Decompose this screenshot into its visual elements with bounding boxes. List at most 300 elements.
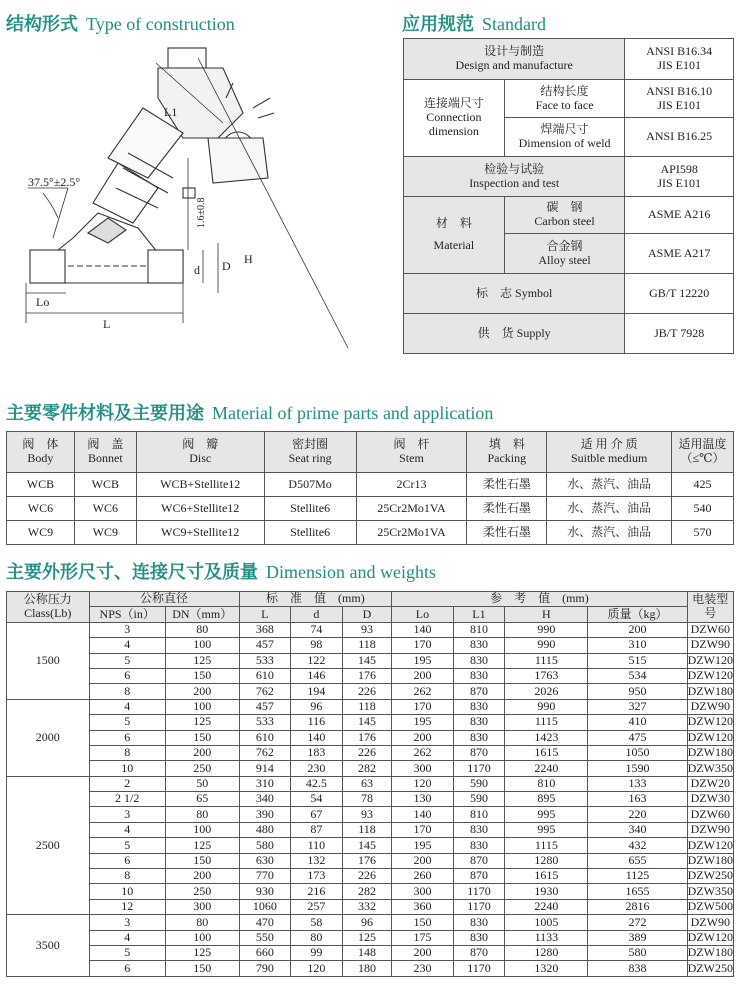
std-carbon-value: ASME A216 <box>625 197 734 234</box>
angle-label: 37.5°±2.5° <box>28 175 81 189</box>
dimension-cell: 194 <box>291 684 343 699</box>
dimension-row <box>7 638 734 653</box>
dimension-cell: 389 <box>588 930 687 945</box>
dimension-cell: 148 <box>342 945 392 960</box>
dimension-heading <box>6 558 436 584</box>
dimension-cell: 300 <box>165 899 239 914</box>
standard-table <box>403 38 734 354</box>
dimension-cell: 1115 <box>505 653 588 668</box>
std-connection-cn: 连接端尺寸 <box>423 96 484 111</box>
dimension-class-cell: 1500 <box>7 622 90 699</box>
dimension-cell: 1050 <box>588 745 687 760</box>
std-row-carbon <box>404 197 734 234</box>
dimension-cell: 895 <box>505 792 588 807</box>
std-material-en: Material <box>433 238 475 252</box>
dimension-cell: 1655 <box>588 884 687 899</box>
dimension-cell: 200 <box>392 853 453 868</box>
std-design-cn: 设计与制造 <box>484 44 545 59</box>
dim-model-header: 电装型号 <box>687 592 733 623</box>
dimension-cell: 830 <box>453 699 505 714</box>
dimension-cell: 282 <box>342 884 392 899</box>
material-table <box>6 431 734 545</box>
std-weld-label <box>504 118 625 157</box>
dimension-cell: 930 <box>239 884 291 899</box>
dim-dn-header: DN（mm） <box>165 607 239 622</box>
dimension-cell: 870 <box>453 869 505 884</box>
dimension-cell: 660 <box>239 945 291 960</box>
d-label: d <box>194 263 200 277</box>
dimension-cell: DZW350 <box>687 883 733 898</box>
dimension-cell: 96 <box>342 915 392 930</box>
dimension-cell: 120 <box>291 961 343 976</box>
dimension-cell: 230 <box>392 961 453 976</box>
material-cell: WCB <box>74 473 136 497</box>
dimension-cell: 163 <box>588 792 687 807</box>
dimension-cell: 5 <box>89 945 165 960</box>
dim-nps-header: NPS（in） <box>89 607 165 622</box>
material-row <box>7 497 734 521</box>
dimension-row <box>7 915 734 930</box>
dimension-cell: 838 <box>588 961 687 976</box>
material-row <box>7 473 734 497</box>
material-header-cn: 适 用 介 质 <box>580 437 638 452</box>
dimension-cell: 200 <box>392 730 453 745</box>
gap-label: 1.6±0.8 <box>196 197 207 228</box>
material-header-cn: 密封圈 <box>292 437 329 452</box>
dimension-cell: 470 <box>239 915 291 930</box>
std-alloy-label <box>504 234 625 274</box>
dimension-cell: 125 <box>165 945 239 960</box>
dimension-cell: 63 <box>342 776 392 791</box>
dimension-cell: DZW250 <box>687 960 733 975</box>
dimension-cell: 150 <box>392 915 453 930</box>
dimension-cell: DZW120 <box>687 652 733 667</box>
dimension-row <box>7 899 734 914</box>
dimension-cell: 150 <box>165 853 239 868</box>
dimension-cell: 140 <box>392 622 453 637</box>
dimension-cell: 580 <box>588 945 687 960</box>
dim-l1-header: L1 <box>453 607 505 622</box>
material-heading <box>6 399 493 425</box>
dimension-cell: 175 <box>392 930 453 945</box>
material-header-en: Suitble medium <box>570 451 648 465</box>
dimension-cell: 130 <box>392 792 453 807</box>
dimension-cell: 810 <box>505 776 588 791</box>
dimension-row <box>7 869 734 884</box>
dimension-cell: 133 <box>588 776 687 791</box>
outlet-end <box>148 250 183 283</box>
material-cell: 2Cr13 <box>356 473 467 497</box>
dimension-cell: 200 <box>392 945 453 960</box>
material-header-cn: 阀 体 <box>22 437 59 452</box>
dimension-cell: 655 <box>588 853 687 868</box>
dimension-cell: 1280 <box>505 853 588 868</box>
material-row <box>7 521 734 545</box>
dim-class-en: Class(Lb) <box>24 605 72 620</box>
dimension-header-row-1 <box>7 592 734 607</box>
valve-body <box>30 213 183 283</box>
dd-label: D <box>222 259 231 273</box>
dimension-cell: 1170 <box>453 961 505 976</box>
dimension-row <box>7 822 734 837</box>
material-heading-en: Material of prime parts and application <box>212 403 494 423</box>
dimension-row <box>7 730 734 745</box>
dimension-cell: 146 <box>291 668 343 683</box>
dimension-cell: 110 <box>291 838 343 853</box>
dimension-cell: 58 <box>291 915 343 930</box>
std-row-symbol <box>404 274 734 314</box>
dimension-cell: 457 <box>239 638 291 653</box>
dimension-cell: 96 <box>291 699 343 714</box>
dimension-cell: DZW180 <box>687 745 733 760</box>
dimension-table <box>6 591 734 977</box>
dimension-cell: 150 <box>165 961 239 976</box>
material-header <box>672 432 734 473</box>
dimension-cell: 125 <box>165 715 239 730</box>
dimension-row <box>7 761 734 776</box>
std-inspection-en: Inspection and test <box>469 175 560 190</box>
dimension-cell: 830 <box>453 730 505 745</box>
dimension-cell: 116 <box>291 715 343 730</box>
dimension-cell: DZW120 <box>687 837 733 852</box>
dimension-cell: 457 <box>239 699 291 714</box>
dimension-cell: 300 <box>392 884 453 899</box>
dimension-row <box>7 945 734 960</box>
dimension-cell: 810 <box>453 807 505 822</box>
std-supply-label: 供 货 Supply <box>404 314 625 354</box>
std-row-inspection <box>404 157 734 197</box>
dimension-cell: 200 <box>392 668 453 683</box>
material-header-cn: 阀 杆 <box>393 437 430 452</box>
dimension-cell: 230 <box>291 761 343 776</box>
dimension-cell: 327 <box>588 699 687 714</box>
dimension-row <box>7 653 734 668</box>
dimension-cell: 2026 <box>505 684 588 699</box>
dimension-cell: DZW20 <box>687 776 733 791</box>
dimension-cell: 200 <box>165 869 239 884</box>
std-symbol-value: GB/T 12220 <box>625 274 734 314</box>
dimension-cell: 830 <box>453 930 505 945</box>
dimension-cell: 5 <box>89 715 165 730</box>
dimension-cell: 12 <box>89 899 165 914</box>
dimension-cell: 176 <box>342 730 392 745</box>
std-weld-cn: 焊端尺寸 <box>540 122 589 137</box>
dimension-cell: 590 <box>453 792 505 807</box>
material-header-cn: 适用温度 <box>678 437 727 452</box>
dimension-cell: 2816 <box>588 899 687 914</box>
std-inspection-cn: 检验与试验 <box>484 161 545 176</box>
dimension-cell: 830 <box>453 822 505 837</box>
dimension-cell: DZW120 <box>687 668 733 683</box>
material-header-en: （≤℃） <box>680 451 725 465</box>
dimension-cell: DZW180 <box>687 945 733 960</box>
dimension-cell: 3 <box>89 807 165 822</box>
dimension-cell: 340 <box>239 792 291 807</box>
std-alloy-value: ASME A217 <box>625 234 734 274</box>
material-heading-cn: 主要零件材料及主要用途 <box>6 403 204 424</box>
dimension-cell: 50 <box>165 776 239 791</box>
dimension-cell: 80 <box>165 807 239 822</box>
construction-heading-en: Type of construction <box>86 14 235 34</box>
material-cell: 425 <box>672 473 734 497</box>
material-cell: WC6 <box>74 497 136 521</box>
material-cell: WCB+Stellite12 <box>136 473 264 497</box>
dimension-cell: 150 <box>165 730 239 745</box>
material-cell: 柔性石墨 <box>467 521 547 545</box>
std-design-label <box>404 39 625 80</box>
dimension-cell: 145 <box>342 838 392 853</box>
dimension-cell: 1125 <box>588 869 687 884</box>
dimension-cell: 1320 <box>505 961 588 976</box>
dimension-cell: 630 <box>239 853 291 868</box>
std-inspection-value: API598 JIS E101 <box>625 157 734 197</box>
material-cell: 柔性石墨 <box>467 497 547 521</box>
dimension-cell: 200 <box>165 745 239 760</box>
std-alloy-en: Alloy steel <box>538 252 591 267</box>
dimension-cell: 590 <box>453 776 505 791</box>
dimension-cell: 118 <box>342 822 392 837</box>
dimension-row <box>7 853 734 868</box>
dimension-cell: 870 <box>453 853 505 868</box>
dimension-cell: 332 <box>342 899 392 914</box>
dimension-cell: DZW120 <box>687 714 733 729</box>
dimension-cell: 580 <box>239 838 291 853</box>
dimension-cell: 132 <box>291 853 343 868</box>
dimension-cell: 995 <box>505 807 588 822</box>
material-cell: 柔性石墨 <box>467 473 547 497</box>
std-inspection-label <box>404 157 625 197</box>
dimension-cell: DZW30 <box>687 792 733 807</box>
dimension-cell: 1615 <box>505 745 588 760</box>
dimension-cell: 100 <box>165 822 239 837</box>
dimension-cell: 6 <box>89 853 165 868</box>
inlet-end <box>30 250 65 283</box>
material-header-cn: 阀 盖 <box>87 437 124 452</box>
dimension-row <box>7 884 734 899</box>
dimension-cell: 5 <box>89 838 165 853</box>
dimension-row <box>7 715 734 730</box>
dimension-cell: 176 <box>342 853 392 868</box>
dimension-row <box>7 792 734 807</box>
construction-heading <box>6 10 235 36</box>
dimension-cell: 830 <box>453 668 505 683</box>
dimension-cell: 195 <box>392 838 453 853</box>
dimension-cell: DZW60 <box>687 807 733 822</box>
dimension-cell: 1115 <box>505 838 588 853</box>
std-weld-en: Dimension of weld <box>518 136 611 150</box>
dimension-cell: 173 <box>291 869 343 884</box>
dimension-row <box>7 668 734 683</box>
dim-lo-header: Lo <box>392 607 453 622</box>
dimension-cell: 4 <box>89 699 165 714</box>
std-material-label <box>404 197 505 274</box>
dimension-cell: 1590 <box>588 761 687 776</box>
dimension-cell: 2240 <box>505 761 588 776</box>
dimension-class-cell: 3500 <box>7 915 90 977</box>
dimension-cell: 3 <box>89 915 165 930</box>
dimension-cell: 1170 <box>453 761 505 776</box>
dimension-cell: 1133 <box>505 930 588 945</box>
dim-reference-header: 参 考 值 (mm) <box>392 592 687 607</box>
dim-dd-header: D <box>342 607 392 622</box>
dimension-cell: 475 <box>588 730 687 745</box>
dimension-cell: 950 <box>588 684 687 699</box>
material-cell: 水、蒸汽、油品 <box>547 473 672 497</box>
dimension-cell: 122 <box>291 653 343 668</box>
std-face-cn: 结构长度 <box>540 83 589 98</box>
dimension-row <box>7 684 734 699</box>
dimension-heading-en: Dimension and weights <box>266 562 436 582</box>
dimension-cell: 42.5 <box>291 776 343 791</box>
dimension-cell: 118 <box>342 638 392 653</box>
dimension-cell: 226 <box>342 684 392 699</box>
dimension-cell: 1615 <box>505 869 588 884</box>
dimension-cell: 1060 <box>239 899 291 914</box>
material-cell: Stellite6 <box>264 521 356 545</box>
l-label: L <box>103 317 111 331</box>
dimension-cell: 74 <box>291 622 343 637</box>
dimension-cell: 195 <box>392 653 453 668</box>
dimension-cell: 1763 <box>505 668 588 683</box>
dim-nominal-header: 公称直径 <box>89 592 239 607</box>
dimension-cell: 2 1/2 <box>89 792 165 807</box>
actuator-top <box>168 48 206 68</box>
dimension-cell: 180 <box>342 961 392 976</box>
dimension-cell: 870 <box>453 684 505 699</box>
material-cell: 水、蒸汽、油品 <box>547 497 672 521</box>
h-label: H <box>244 252 253 266</box>
dimension-cell: 6 <box>89 730 165 745</box>
dimension-cell: 150 <box>165 668 239 683</box>
material-cell: WC6 <box>7 497 75 521</box>
dimension-cell: 80 <box>165 915 239 930</box>
std-carbon-cn: 碳 钢 <box>546 200 583 215</box>
dim-class-header <box>7 592 90 623</box>
material-header <box>74 432 136 473</box>
dimension-cell: 250 <box>165 761 239 776</box>
dimension-cell: 310 <box>588 638 687 653</box>
material-header-en: Bonnet <box>88 451 123 465</box>
standard-heading-en: Standard <box>482 14 546 34</box>
dimension-row <box>7 930 734 945</box>
material-cell: WC6+Stellite12 <box>136 497 264 521</box>
material-cell: Stellite6 <box>264 497 356 521</box>
valve-drawing <box>8 38 388 358</box>
dimension-cell: DZW60 <box>687 622 733 637</box>
dimension-cell: 118 <box>342 699 392 714</box>
dimension-row <box>7 838 734 853</box>
dimension-cell: 762 <box>239 745 291 760</box>
dimension-cell: 170 <box>392 638 453 653</box>
std-design-value: ANSI B16.34 JIS E101 <box>625 39 734 80</box>
dimension-cell: 100 <box>165 930 239 945</box>
std-carbon-label <box>504 197 625 234</box>
dimension-cell: 80 <box>165 622 239 637</box>
dimension-cell: 360 <box>392 899 453 914</box>
lo-label: Lo <box>36 295 50 309</box>
dimension-cell: DZW90 <box>687 638 733 653</box>
angle-lines <box>28 188 68 238</box>
std-design-en: Design and manufacture <box>455 58 573 72</box>
material-header <box>136 432 264 473</box>
dimension-cell: 3 <box>89 622 165 637</box>
dimension-cell: DZW350 <box>687 760 733 775</box>
dimension-cell: 870 <box>453 745 505 760</box>
std-face-en: Face to face <box>535 97 594 112</box>
material-header <box>264 432 356 473</box>
dimension-cell: DZW120 <box>687 929 733 944</box>
dimension-cell: 67 <box>291 807 343 822</box>
dimension-cell: 272 <box>588 915 687 930</box>
material-cell: WC9 <box>7 521 75 545</box>
dimension-cell: 98 <box>291 638 343 653</box>
dimension-cell: 125 <box>165 653 239 668</box>
dimension-cell: 480 <box>239 822 291 837</box>
dimension-cell: 1423 <box>505 730 588 745</box>
material-header-en: Stem <box>399 451 424 465</box>
dimension-cell: DZW500 <box>687 899 733 914</box>
dim-weight-header: 质量（kg） <box>588 607 687 622</box>
material-body <box>7 473 734 545</box>
dimension-cell: 610 <box>239 730 291 745</box>
dimension-cell: 533 <box>239 715 291 730</box>
dimension-cell: 390 <box>239 807 291 822</box>
stem-nut <box>183 188 195 198</box>
material-cell: D507Mo <box>264 473 356 497</box>
dim-h-header: H <box>505 607 588 622</box>
dimension-cell: 515 <box>588 653 687 668</box>
material-header-cn: 阀 瓣 <box>182 437 219 452</box>
dimension-cell: 8 <box>89 869 165 884</box>
dimension-cell: 183 <box>291 745 343 760</box>
dimension-cell: 6 <box>89 668 165 683</box>
dimension-cell: 260 <box>392 869 453 884</box>
dimension-cell: 176 <box>342 668 392 683</box>
dimension-cell: 54 <box>291 792 343 807</box>
dimension-cell: 10 <box>89 761 165 776</box>
dimension-cell: 10 <box>89 884 165 899</box>
dim-l-header: L <box>239 607 291 622</box>
dimension-cell: 282 <box>342 761 392 776</box>
material-cell: WC9+Stellite12 <box>136 521 264 545</box>
std-carbon-en: Carbon steel <box>534 214 595 228</box>
dimension-cell: 534 <box>588 668 687 683</box>
dimension-cell: 2240 <box>505 899 588 914</box>
material-header-cn: 填 料 <box>488 437 525 452</box>
dimension-cell: 170 <box>392 822 453 837</box>
l1-label: L1 <box>164 105 178 119</box>
std-row-face <box>404 80 734 118</box>
dimension-cell: 200 <box>165 684 239 699</box>
material-cell: 25Cr2Mo1VA <box>356 497 467 521</box>
dimension-cell: 1170 <box>453 884 505 899</box>
angle-arc <box>43 193 58 218</box>
std-alloy-cn: 合金钢 <box>546 238 583 253</box>
dimension-cell: 5 <box>89 653 165 668</box>
dimension-cell: 990 <box>505 622 588 637</box>
dimension-cell: 100 <box>165 638 239 653</box>
dimension-cell: 93 <box>342 807 392 822</box>
material-header <box>7 432 75 473</box>
dimension-cell: 80 <box>291 930 343 945</box>
dimension-cell: 550 <box>239 930 291 945</box>
standard-heading <box>402 10 546 36</box>
dimension-cell: 830 <box>453 653 505 668</box>
dimension-cell: 145 <box>342 715 392 730</box>
dimension-cell: 990 <box>505 699 588 714</box>
material-header-en: Disc <box>189 451 212 465</box>
dimension-cell: 790 <box>239 961 291 976</box>
